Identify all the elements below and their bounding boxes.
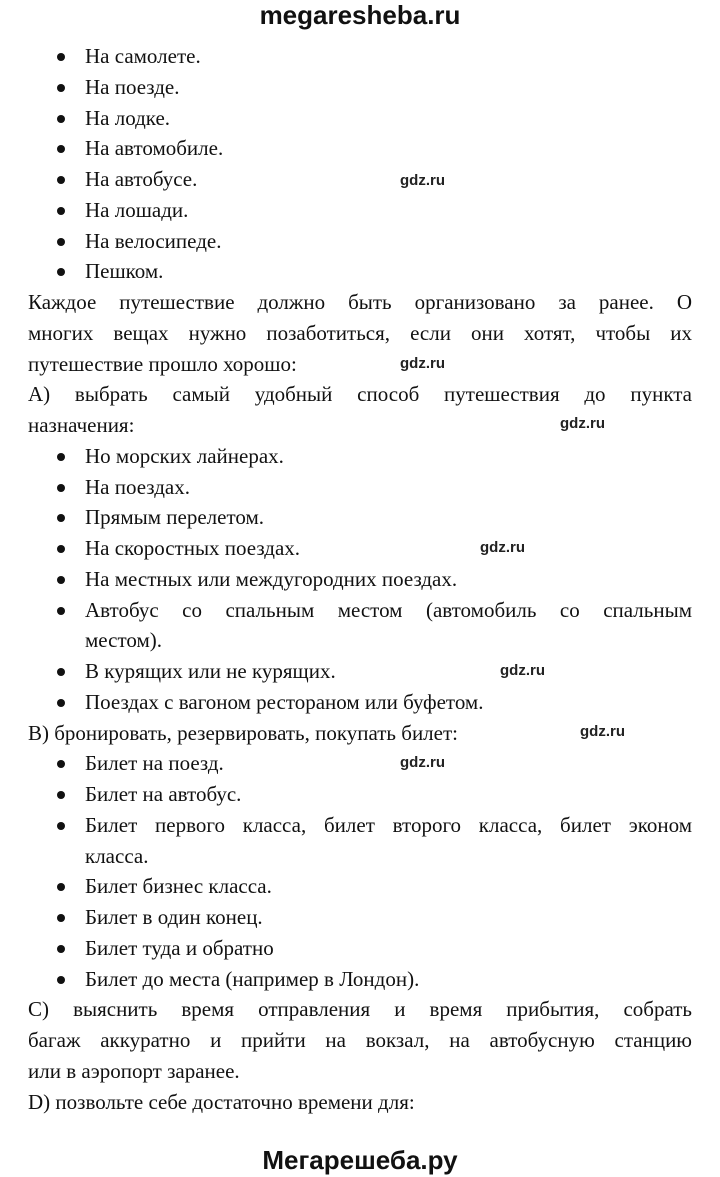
list-item: На местных или междугородних поездах. (28, 564, 692, 595)
watermark: gdz.ru (580, 723, 625, 740)
list-item: Билет на поезд. (28, 748, 692, 779)
list-item: Билет бизнес класса. (28, 871, 692, 902)
paragraph-line: Каждое путешествие должно быть организовано за ранее. О (28, 290, 692, 314)
watermark: gdz.ru (500, 662, 545, 679)
paragraph-line: D) позвольте себе достаточно времени для: (28, 1089, 415, 1114)
list-item: На поезде. (28, 72, 692, 103)
list-item: Прямым перелетом. (28, 502, 692, 533)
paragraph-line: B) бронировать, резервировать, покупать билет: (28, 720, 458, 745)
list-item-continuation: класса. (85, 843, 149, 868)
list-item: На автобусе. (28, 164, 692, 195)
watermark: gdz.ru (480, 539, 525, 556)
list-item: Билет на автобус. (28, 779, 692, 810)
paragraph-line: многих вещах нужно позаботиться, если они хотят, чтобы их (28, 320, 692, 345)
paragraph-line: C) выяснить время отправления и время прибытия, собрать (28, 997, 692, 1022)
list-item: На поездах. (28, 472, 692, 503)
list-item: Билет первого класса, билет второго класса, билет эконом (28, 810, 692, 841)
list-item: На самолете. (28, 41, 692, 72)
list-item: На скоростных поездах. (28, 533, 692, 564)
list-item: В курящих или не курящих. (28, 656, 692, 687)
list-item: Билет туда и обратно (28, 933, 692, 964)
site-footer[interactable]: Мегарешеба.ру (262, 1145, 458, 1175)
paragraph-line: путешествие прошло хорошо: (28, 351, 297, 376)
document-body (28, 41, 692, 1117)
watermark: gdz.ru (400, 355, 445, 372)
site-header[interactable]: megaresheba.ru (259, 0, 461, 30)
list-item: Билет в один конец. (28, 902, 692, 933)
list-item: Билет до места (например в Лондон). (28, 964, 692, 995)
list-item: Но морских лайнерах. (28, 441, 692, 472)
paragraph-line: назначения: (28, 413, 135, 437)
list-item: Поездах с вагоном рестораном или буфетом. (28, 687, 692, 718)
list-item: На автомобиле. (28, 133, 692, 164)
paragraph-line: A) выбрать самый удобный способ путешествия до пункта (28, 382, 692, 407)
list-item: На лодке. (28, 103, 692, 134)
watermark: gdz.ru (560, 415, 605, 432)
watermark: gdz.ru (400, 754, 445, 771)
paragraph-line: или в аэропорт заранее. (28, 1058, 240, 1083)
watermark: gdz.ru (400, 172, 445, 189)
list-item: На велосипеде. (28, 226, 692, 257)
list-item: Пешком. (28, 256, 692, 287)
paragraph-line: багаж аккуратно и прийти на вокзал, на автобусную станцию (28, 1028, 692, 1052)
list-item: На лошади. (28, 195, 692, 226)
list-item: Автобус со спальным местом (автомобиль со спальным (28, 595, 692, 626)
list-item-continuation: местом). (85, 628, 162, 653)
